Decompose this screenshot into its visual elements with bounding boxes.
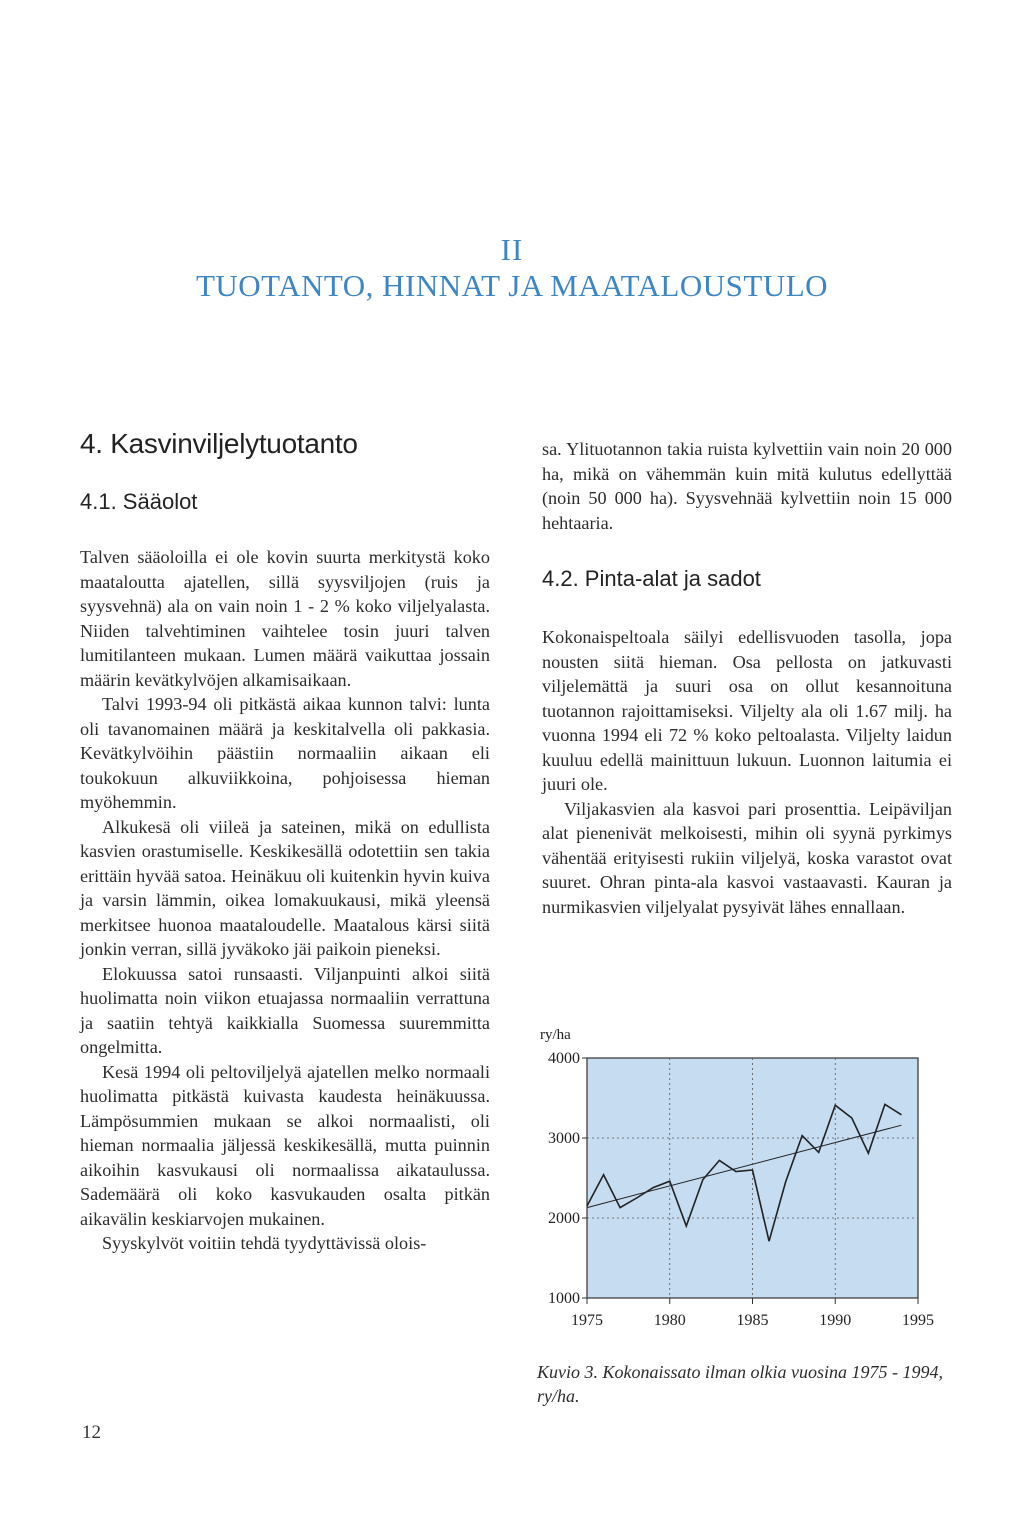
x-tick-label: 1985 — [736, 1312, 769, 1329]
page-number: 12 — [82, 1422, 101, 1443]
left-column — [80, 545, 490, 1256]
y-tick-label: 2000 — [548, 1210, 580, 1227]
figure-caption: Kuvio 3. Kokonaissato ilman olkia vuosina 1975 - 1994, ry/ha. — [537, 1362, 943, 1406]
right-column-top — [542, 437, 952, 535]
y-tick-label: 3000 — [548, 1130, 580, 1147]
yield-chart — [530, 1025, 960, 1345]
paragraph: Viljakasvien ala kasvoi pari prosenttia. Leipäviljan alat pienenivät melkoisesti, mihin oli syynä pyrkimys vähentää erityisesti rukiin viljelyä, koska varastot ovat suuret. Ohran pinta-ala kasvoi vastaavasti. Kauran ja nurmikasvien viljelyalat pysyivät lähes ennallaan. — [542, 798, 952, 917]
paragraph: Elokuussa satoi runsaasti. Viljanpuinti alkoi siitä huolimatta noin viikon etuajassa normaaliin verrattuna ja saatiin tehtyä kaikkialla Suomessa suuremmitta ongelmitta. — [80, 963, 490, 1057]
paragraph: Kesä 1994 oli peltoviljelyä ajatellen melko normaali huolimatta pitkästä kuivasta kaudesta heinäkuussa. Lämpösummien mukaan se alkoi normaalisti, oli hieman normaalia jäljessä keskikesällä, mutta puinnin aikoihin kasvukausi oli normaalissa aikataulussa. Sademäärä oli koko kasvukauden osalta pitkän aikavälin keskiarvojen mukainen. — [80, 1061, 490, 1229]
x-tick-label: 1995 — [902, 1312, 934, 1329]
chapter-number: II — [500, 232, 524, 267]
x-tick-label: 1990 — [819, 1312, 852, 1329]
subsection-heading-weather: 4.1. Sääolot — [80, 489, 198, 514]
paragraph: Syyskylvöt voitiin tehdä tyydyttävissä olois- — [102, 1233, 427, 1253]
y-tick-label: 4000 — [548, 1050, 580, 1067]
section-heading: 4. Kasvinviljelytuotanto — [80, 428, 358, 459]
paragraph: Alkukesä oli viileä ja sateinen, mikä on edullista kasvien orastumiselle. Keskikesällä odotettiin sen takia erittäin hyvää satoa. Heinäkuu oli kuitenkin hyvin kuiva ja varsin lämmin, oikea lomakuukausi, mikä yleensä merkitsee huonoa maataloudelle. Maatalous kärsi siitä jonkin verran, sillä jyväkoko jäi paikoin pieneksi. — [80, 816, 490, 959]
paragraph: Kokonaispeltoala säilyi edellisvuoden tasolla, jopa nousten siitä hieman. Osa pellosta on jatkuvasti viljelemättä ja suuri osa on ollut kesannoituna tuotannon rajoittamiseksi. Viljelty ala oli 1.67 milj. ha vuonna 1994 eli 72 % koko peltoalasta. Viljelty laidun kuuluu edellä mainittuun lukuun. Luonnon laitumia ei juuri ole. — [542, 627, 952, 794]
x-tick-label: 1980 — [653, 1312, 686, 1329]
paragraph: Talven sääoloilla ei ole kovin suurta merkitystä koko maataloutta ajatellen, sillä syysviljojen (ruis ja syysvehnä) ala on vain noin 1 - 2 % koko viljelyalasta. Niiden talvehtiminen vaihtelee tosin juuri talven lumitilanteen mukaan. Lumen määrä vaikuttaa jossain määrin kevätkylvöjen alkamisaikaan. — [80, 547, 490, 690]
right-column-mid — [542, 625, 952, 919]
y-axis-label: ry/ha — [540, 1027, 571, 1043]
chapter-title: TUOTANTO, HINNAT JA MAATALOUSTULO — [195, 268, 829, 303]
subsection-heading-areas: 4.2. Pinta-alat ja sadot — [542, 566, 761, 591]
paragraph: Talvi 1993-94 oli pitkästä aikaa kunnon talvi: lunta oli tavanomainen määrä ja keskitalvella oli pakkasia. Kevätkylvöihin päästiin normaaliin aikaan eli toukokuun alkuviikkoina, pohjoisessa hieman myöhemmin. — [80, 694, 490, 812]
chart-svg — [530, 1025, 960, 1345]
paragraph: sa. Ylituotannon takia ruista kylvettiin vain noin 20 000 ha, mikä on vähemmän kuin mitä kulutus edellyttää (noin 50 000 ha). Syysvehnää kylvettiin noin 15 000 hehtaaria. — [542, 439, 952, 533]
x-tick-label: 1975 — [571, 1312, 603, 1329]
y-tick-label: 1000 — [548, 1290, 580, 1307]
